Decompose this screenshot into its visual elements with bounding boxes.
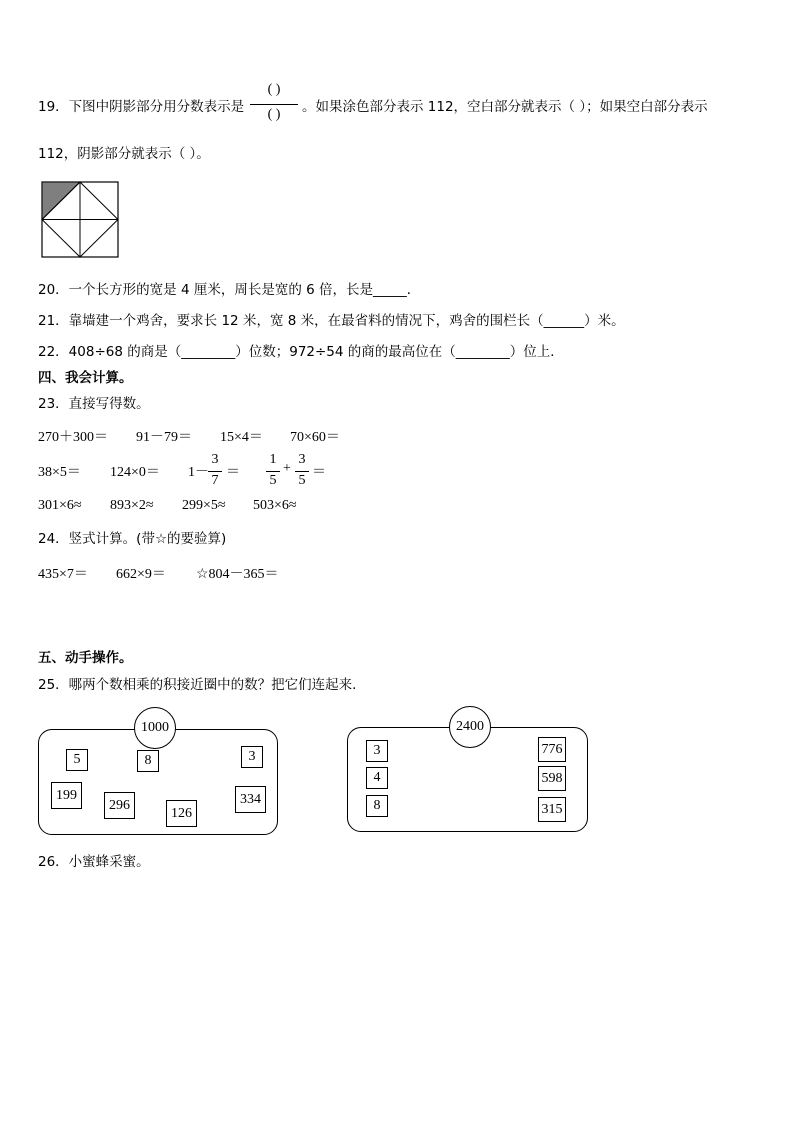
q25-right-number-box[interactable]: 3 — [366, 740, 388, 762]
q23-r2c-prefix: 1－ — [188, 465, 209, 480]
q19-blank-fraction[interactable] — [250, 82, 298, 128]
section-4-heading: 四、我会计算。 — [38, 370, 133, 386]
fraction-denominator: 5 — [269, 473, 277, 488]
q25-left-number-box[interactable]: 5 — [66, 749, 88, 771]
q23-r2d-equals: ＝ — [312, 465, 326, 480]
q25-left-number-box[interactable]: 334 — [235, 786, 266, 813]
q25-right-number-box[interactable]: 598 — [538, 766, 566, 791]
q25-left-number-box[interactable]: 296 — [104, 792, 135, 819]
q23-r2d-plus: + — [283, 461, 291, 476]
q20-text: 20．一个长方形的宽是 4 厘米，周长是宽的 6 倍，长是_____． — [38, 282, 421, 298]
q23-r3-item: 301×6≈ — [38, 498, 82, 513]
q19-text-part1: 19．下图中阴影部分用分数表示是 — [38, 99, 245, 115]
fraction-numerator: 1 — [269, 452, 277, 467]
q23-r1-item: 70×60＝ — [290, 430, 340, 445]
q23-r1-item: 270＋300＝ — [38, 430, 108, 445]
q19-text-part2: 。如果涂色部分表示 112，空白部分就表示（ ）；如果空白部分表示 — [302, 99, 708, 115]
q23-r3-item: 299×5≈ — [182, 498, 226, 513]
section-5-heading: 五、动手操作。 — [38, 650, 133, 666]
q23-title: 23．直接写得数。 — [38, 396, 150, 412]
q19-fraction-numerator: ( ) — [267, 82, 281, 97]
q25-title: 25．哪两个数相乘的积接近圈中的数？把它们连起来． — [38, 677, 366, 693]
q19-line2: 112，阴影部分就表示（ ）。 — [38, 146, 210, 162]
q23-r2-item: 38×5＝ — [38, 465, 81, 480]
q25-right-number-box[interactable]: 776 — [538, 737, 566, 762]
q25-right-number-box[interactable]: 8 — [366, 795, 388, 817]
q25-right-number-box[interactable]: 4 — [366, 767, 388, 789]
q23-r2d-fraction1 — [266, 452, 280, 490]
q25-left-number-box[interactable]: 8 — [137, 750, 159, 772]
q22-text: 22．408÷68 的商是（________）位数；972÷54 的商的最高位在（________）位上． — [38, 344, 564, 360]
q24-title: 24．竖式计算。(带☆的要验算) — [38, 531, 227, 547]
q25-right-target-circle: 2400 — [449, 706, 491, 748]
q19-line1 — [38, 98, 244, 116]
q23-r3-item: 893×2≈ — [110, 498, 154, 513]
q23-r1-item: 91－79＝ — [136, 430, 192, 445]
fraction-numerator: 3 — [298, 452, 306, 467]
q23-r2c-fraction — [208, 452, 222, 490]
fraction-denominator: 7 — [211, 473, 219, 488]
q24-item: 662×9＝ — [116, 567, 166, 582]
q19-fraction-denominator: ( ) — [267, 107, 281, 122]
q23-r2d-fraction2 — [295, 452, 309, 490]
q23-r2c-equals: ＝ — [226, 465, 240, 480]
q25-left-number-box[interactable]: 3 — [241, 746, 263, 768]
q23-r1-item: 15×4＝ — [220, 430, 263, 445]
q23-r2-item: 124×0＝ — [110, 465, 160, 480]
q26-text: 26．小蜜蜂采蜜。 — [38, 854, 150, 870]
q25-left-target-circle: 1000 — [134, 707, 176, 749]
q24-item: 435×7＝ — [38, 567, 88, 582]
q25-left-number-box[interactable]: 199 — [51, 782, 82, 809]
q24-item: ☆804－365＝ — [196, 567, 279, 582]
q21-text: 21．靠墙建一个鸡舍，要求长 12 米，宽 8 米，在最省料的情况下，鸡舍的围栏长（______）米。 — [38, 313, 625, 329]
q25-left-number-box[interactable]: 126 — [166, 800, 197, 827]
fraction-denominator: 5 — [298, 473, 306, 488]
q23-r3-item: 503×6≈ — [253, 498, 297, 513]
q19-square-figure — [41, 181, 121, 259]
q25-right-number-box[interactable]: 315 — [538, 797, 566, 822]
fraction-numerator: 3 — [211, 452, 219, 467]
